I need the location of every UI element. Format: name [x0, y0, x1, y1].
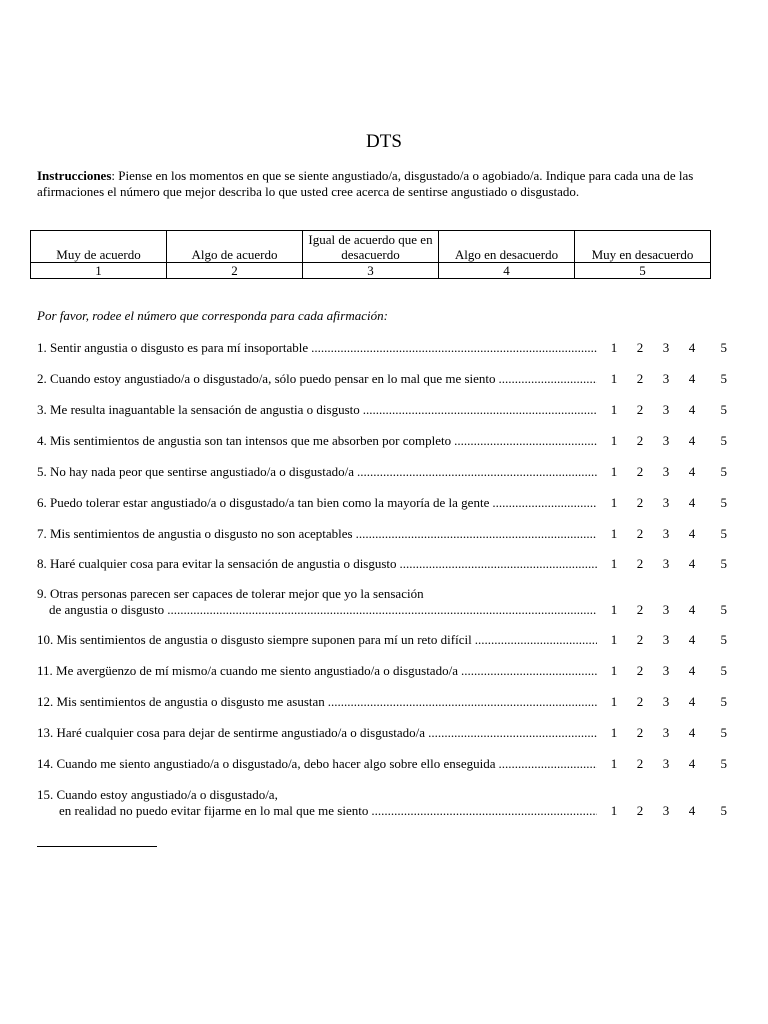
questionnaire-item: [37, 725, 727, 741]
rating-option[interactable]: 2: [636, 725, 644, 740]
rating-choices: [601, 632, 727, 648]
rating-option[interactable]: 2: [636, 371, 644, 386]
rating-option[interactable]: 2: [636, 495, 644, 510]
questionnaire-item: [37, 433, 727, 449]
item-text: 14. Cuando me siento angustiado/a o disgustado/a, debo hacer algo sobre ello enseguida: [37, 756, 496, 771]
item-text: 9. Otras personas parecen ser capaces de tolerar mejor que yo la sensación: [37, 586, 424, 601]
scale-number: 1: [31, 263, 167, 279]
rating-option[interactable]: 3: [662, 495, 670, 510]
rating-option[interactable]: 1: [610, 464, 618, 479]
rating-option[interactable]: 3: [662, 756, 670, 771]
item-row: [37, 464, 727, 480]
instructions: [37, 168, 727, 200]
item-text: 5. No hay nada peor que sentirse angustiado/a o disgustado/a: [37, 464, 354, 479]
item-text: 12. Mis sentimientos de angustia o disgusto me asustan: [37, 694, 325, 709]
dot-leader: [356, 526, 597, 542]
rating-option[interactable]: 3: [662, 464, 670, 479]
rating-option[interactable]: 1: [610, 803, 618, 818]
response-scale-table: [30, 230, 711, 279]
rating-option[interactable]: 2: [636, 402, 644, 417]
item-row: [37, 602, 727, 618]
item-text: 11. Me avergüenzo de mí mismo/a cuando me siento angustiado/a o disgustado/a: [37, 663, 458, 678]
rating-choices: [601, 556, 727, 572]
questionnaire-item: [37, 694, 727, 710]
rating-option[interactable]: 3: [662, 694, 670, 709]
rating-option[interactable]: 4: [688, 495, 696, 510]
rating-option[interactable]: 1: [610, 602, 618, 617]
rating-option[interactable]: 4: [688, 632, 696, 647]
item-row: [37, 632, 727, 648]
rating-choices: [601, 694, 727, 710]
rating-option[interactable]: 5: [720, 371, 727, 386]
rating-option[interactable]: 1: [610, 632, 618, 647]
rating-option[interactable]: 2: [636, 663, 644, 678]
item-text: 2. Cuando estoy angustiado/a o disgustado/a, sólo puedo pensar en lo mal que me siento: [37, 371, 496, 386]
rating-option[interactable]: 2: [636, 694, 644, 709]
rating-option[interactable]: 3: [662, 371, 670, 386]
item-row: [37, 402, 727, 418]
rating-option[interactable]: 2: [636, 602, 644, 617]
item-text: 7. Mis sentimientos de angustia o disgusto no son aceptables: [37, 526, 353, 541]
questionnaire-item: [37, 340, 727, 356]
rating-option[interactable]: 4: [688, 402, 696, 417]
rating-option[interactable]: 5: [720, 694, 727, 709]
dot-leader: [454, 433, 597, 449]
item-text: 13. Haré cualquier cosa para dejar de sentirme angustiado/a o disgustado/a: [37, 725, 426, 740]
rating-option[interactable]: 4: [688, 556, 696, 571]
scale-number: 3: [303, 263, 439, 279]
rating-option[interactable]: 3: [662, 526, 670, 541]
dot-leader: [400, 556, 597, 572]
item-text: 1. Sentir angustia o disgusto es para mí insoportable: [37, 340, 309, 355]
rating-option[interactable]: 5: [720, 495, 727, 510]
questionnaire-item: [37, 632, 727, 648]
rating-option[interactable]: 5: [720, 602, 727, 617]
dot-leader: [492, 495, 597, 511]
instructions-label: Instrucciones: [37, 168, 112, 183]
questionnaire-item: [37, 586, 727, 618]
questionnaire-item: [37, 663, 727, 679]
rating-choices: [601, 803, 727, 819]
rating-option[interactable]: 1: [610, 433, 618, 448]
rating-option[interactable]: 1: [610, 371, 618, 386]
item-row: [37, 663, 727, 679]
scale-labels-row: [31, 231, 711, 263]
rating-option[interactable]: 4: [688, 371, 696, 386]
item-row: [37, 526, 727, 542]
questionnaire-item: [37, 556, 727, 572]
rating-option[interactable]: 2: [636, 464, 644, 479]
item-row: [37, 586, 727, 602]
rating-option[interactable]: 5: [720, 632, 727, 647]
rating-option[interactable]: 2: [636, 433, 644, 448]
scale-label: Algo de acuerdo: [167, 231, 303, 263]
scale-label: Muy de acuerdo: [31, 231, 167, 263]
rating-option[interactable]: 1: [610, 556, 618, 571]
item-row: [37, 433, 727, 449]
rating-option[interactable]: 3: [662, 663, 670, 678]
rating-option[interactable]: 3: [662, 556, 670, 571]
dot-leader: [311, 340, 597, 356]
item-text: 6. Puedo tolerar estar angustiado/a o disgustado/a tan bien como la mayoría de la gente: [37, 495, 490, 510]
rating-option[interactable]: 1: [610, 663, 618, 678]
rating-option[interactable]: 5: [720, 433, 727, 448]
rating-choices: [601, 402, 727, 418]
rating-option[interactable]: 1: [610, 526, 618, 541]
item-row: [37, 556, 727, 572]
scale-numbers-row: [31, 263, 711, 279]
instruction-prompt: Por favor, rodee el número que corresponda para cada afirmación:: [37, 308, 388, 323]
rating-option[interactable]: 5: [720, 803, 727, 818]
questionnaire-item: [37, 371, 727, 387]
rating-option[interactable]: 4: [688, 340, 696, 355]
item-text: 15. Cuando estoy angustiado/a o disgustado/a,: [37, 787, 278, 802]
rating-option[interactable]: 4: [688, 694, 696, 709]
rating-option[interactable]: 1: [610, 725, 618, 740]
rating-choices: [601, 526, 727, 542]
rating-option[interactable]: 4: [688, 725, 696, 740]
rating-option[interactable]: 3: [662, 632, 670, 647]
rating-option[interactable]: 2: [636, 340, 644, 355]
rating-option[interactable]: 4: [688, 663, 696, 678]
item-row: [37, 803, 727, 819]
item-text: de angustia o disgusto: [49, 602, 165, 617]
dot-leader: [499, 756, 598, 772]
rating-option[interactable]: 4: [688, 602, 696, 617]
item-text: 8. Haré cualquier cosa para evitar la sensación de angustia o disgusto: [37, 556, 397, 571]
rating-option[interactable]: 5: [720, 464, 727, 479]
rating-choices: [601, 464, 727, 480]
rating-option[interactable]: 2: [636, 526, 644, 541]
rating-option[interactable]: 1: [610, 694, 618, 709]
rating-choices: [601, 602, 727, 618]
scale-number: 5: [575, 263, 711, 279]
scale-label: Muy en desacuerdo: [575, 231, 711, 263]
questionnaire-item: [37, 756, 727, 772]
item-row: [37, 725, 727, 741]
dot-leader: [428, 725, 597, 741]
rating-option[interactable]: 5: [720, 402, 727, 417]
rating-option[interactable]: 4: [688, 756, 696, 771]
scale-label: Algo en desacuerdo: [439, 231, 575, 263]
scale-label: Igual de acuerdo que en desacuerdo: [303, 231, 439, 263]
item-row: [37, 340, 727, 356]
rating-option[interactable]: 5: [720, 756, 727, 771]
rating-option[interactable]: 3: [662, 602, 670, 617]
rating-option[interactable]: 1: [610, 340, 618, 355]
scale-number: 2: [167, 263, 303, 279]
item-text: 10. Mis sentimientos de angustia o disgusto siempre suponen para mí un reto difícil: [37, 632, 472, 647]
questionnaire-item: [37, 464, 727, 480]
dot-leader: [363, 402, 597, 418]
questionnaire-item: [37, 787, 727, 819]
page-title: DTS: [366, 131, 402, 152]
rating-choices: [601, 371, 727, 387]
dot-leader: [475, 632, 597, 648]
rating-option[interactable]: 5: [720, 663, 727, 678]
rating-choices: [601, 725, 727, 741]
dot-leader: [328, 694, 597, 710]
item-row: [37, 787, 727, 803]
dot-leader: [499, 371, 597, 387]
rating-option[interactable]: 1: [610, 402, 618, 417]
dot-leader: [357, 464, 597, 480]
rating-option[interactable]: 2: [636, 632, 644, 647]
item-row: [37, 756, 727, 772]
questionnaire-item: [37, 526, 727, 542]
rating-option[interactable]: 3: [662, 433, 670, 448]
dot-leader: [461, 663, 597, 679]
rating-option[interactable]: 3: [662, 803, 670, 818]
item-text: 4. Mis sentimientos de angustia son tan intensos que me absorben por completo: [37, 433, 452, 448]
rating-choices: [601, 495, 727, 511]
scale-number: 4: [439, 263, 575, 279]
rating-option[interactable]: 5: [720, 340, 727, 355]
rating-option[interactable]: 4: [688, 526, 696, 541]
rating-option[interactable]: 4: [688, 464, 696, 479]
questionnaire-item: [37, 402, 727, 418]
rating-option[interactable]: 3: [662, 402, 670, 417]
rating-choices: [601, 756, 727, 772]
rating-option[interactable]: 5: [720, 526, 727, 541]
rating-option[interactable]: 2: [636, 803, 644, 818]
dot-leader: [371, 803, 597, 819]
item-text: 3. Me resulta inaguantable la sensación de angustia o disgusto: [37, 402, 360, 417]
item-text: en realidad no puedo evitar fijarme en lo mal que me siento: [59, 803, 369, 818]
rating-option[interactable]: 1: [610, 756, 618, 771]
rating-choices: [601, 340, 727, 356]
rating-option[interactable]: 4: [688, 433, 696, 448]
footnote-divider: [37, 846, 157, 847]
item-row: [37, 495, 727, 511]
dot-leader: [167, 602, 597, 618]
rating-option[interactable]: 3: [662, 725, 670, 740]
questionnaire-item: [37, 495, 727, 511]
rating-option[interactable]: 2: [636, 756, 644, 771]
rating-choices: [601, 433, 727, 449]
item-row: [37, 694, 727, 710]
rating-option[interactable]: 5: [720, 725, 727, 740]
instructions-text: : Piense en los momentos en que se siente angustiado/a, disgustado/a o agobiado/a. Indique para cada una de las afirmaciones el número que mejor describa lo que usted cree acerca de sentirse angustiado o disgustado.: [37, 168, 694, 199]
rating-choices: [601, 663, 727, 679]
item-row: [37, 371, 727, 387]
rating-option[interactable]: 3: [662, 340, 670, 355]
rating-option[interactable]: 4: [688, 803, 696, 818]
rating-option[interactable]: 2: [636, 556, 644, 571]
rating-option[interactable]: 5: [720, 556, 727, 571]
rating-option[interactable]: 1: [610, 495, 618, 510]
